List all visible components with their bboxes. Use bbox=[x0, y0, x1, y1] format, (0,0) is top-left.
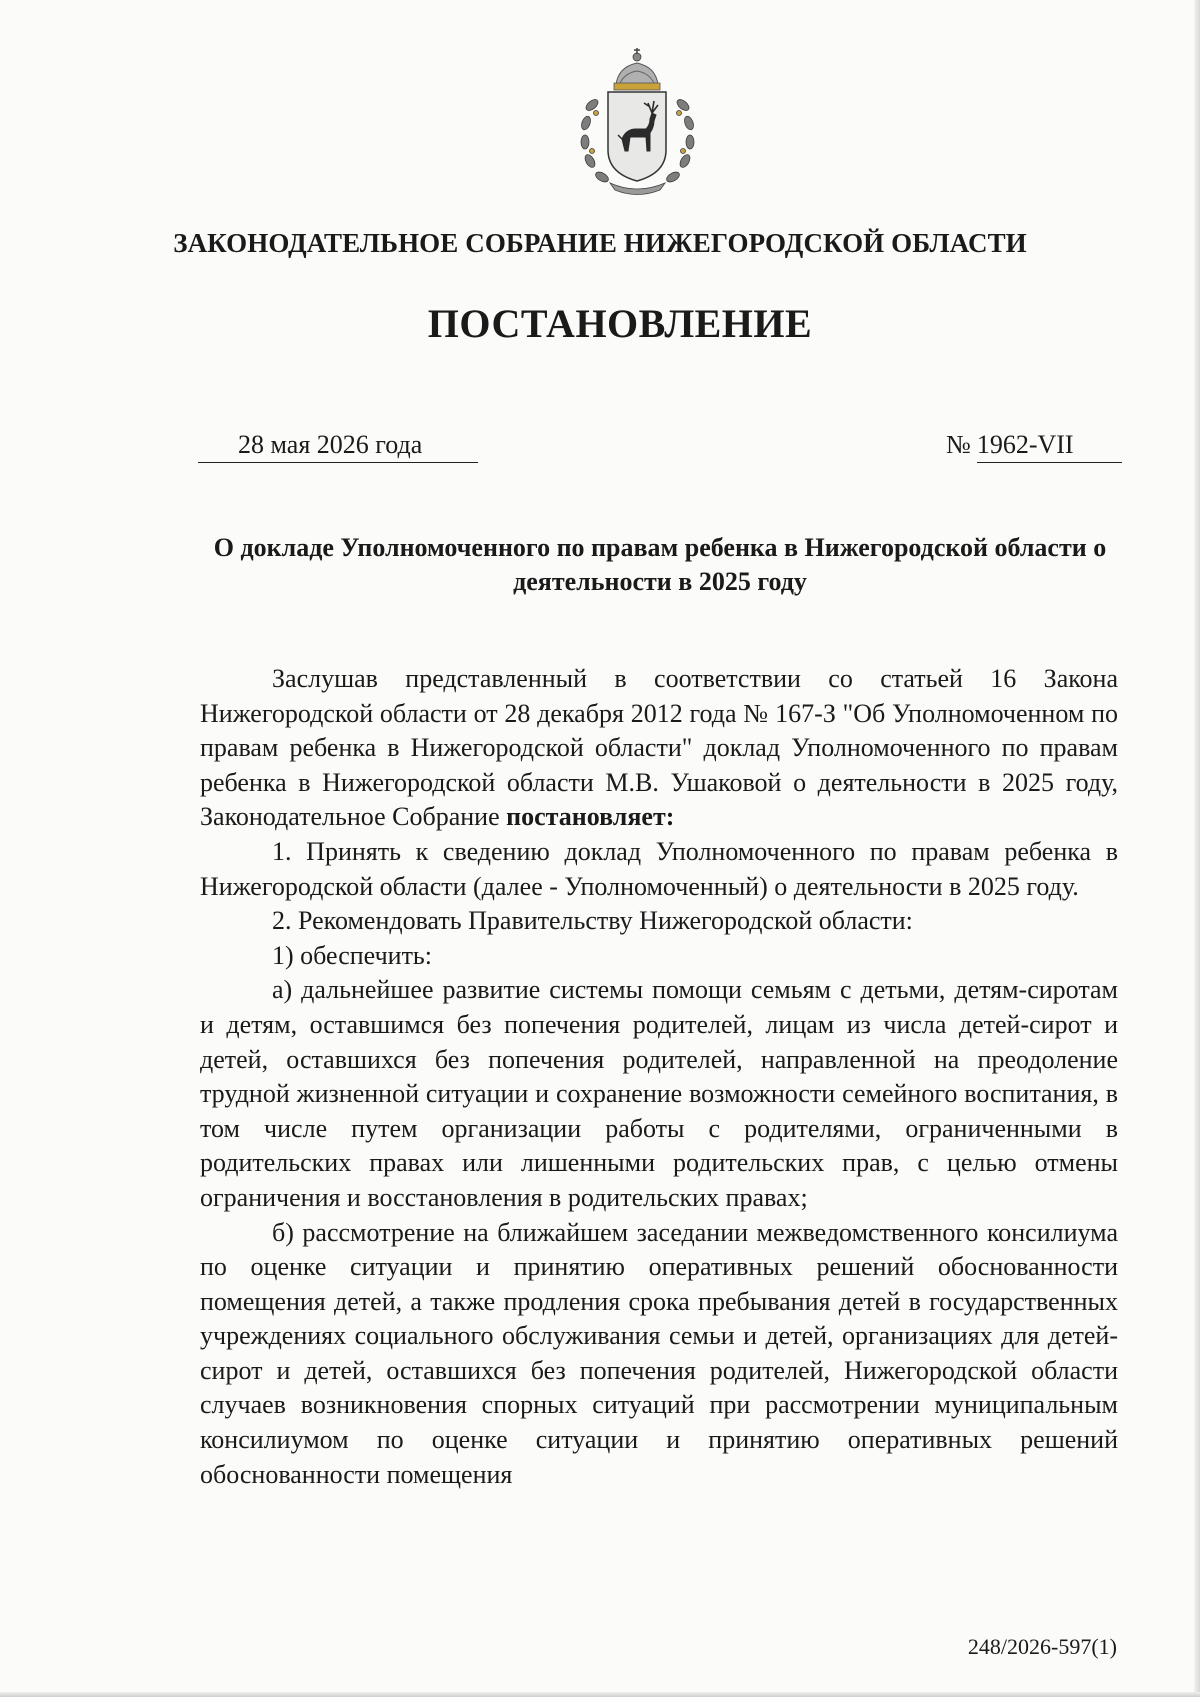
ribbon-icon bbox=[610, 183, 665, 195]
wreath-right-icon bbox=[665, 97, 695, 184]
scan-edge-bottom bbox=[0, 1692, 1200, 1697]
document-type-heading: ПОСТАНОВЛЕНИЕ bbox=[427, 301, 813, 346]
intro-paragraph bbox=[200, 662, 1118, 835]
coat-of-arms-icon bbox=[570, 45, 705, 195]
document-date: 28 мая 2026 года bbox=[198, 430, 478, 463]
number-value: 1962-VII bbox=[977, 430, 1122, 463]
subclause-b: б) рассмотрение на ближайшем заседании межведомственного консилиума по оценке ситуации и принятию оперативных решений обоснованности помещения детей, а также продления срока пребывания детей в государственных учреждениях социального обслуживания семьи и детей, организациях для детей-сирот и детей, оставшихся без попечения родителей, Нижегородской области случаев возникновения спорных ситуаций при рассмотрении муниципальным консилиумом по оценке ситуации и принятию оперативных решений обоснованности помещения bbox=[200, 1217, 1118, 1489]
footer-registration-code: 248/2026-597(1) bbox=[967, 1634, 1117, 1659]
intro-text: Заслушав представленный в соответствии со статьей 16 Закона Нижегородской области от 28 декабря 2012 года № 167-З "Об Уполномоченном по правам ребенка в Нижегородской области" доклад Уполномоченного по правам ребенка в Нижегородской области М.В. Ушаковой о деятельности в 2025 году, Законодательное Собрание bbox=[200, 664, 1118, 832]
resolves-word: постановляет: bbox=[506, 802, 675, 832]
number-sign: № bbox=[946, 430, 971, 459]
clause-1: 1. Принять к сведению доклад Уполномоченного по правам ребенка в Нижегородской области (далее - Уполномоченный) о деятельности в 2025 году. bbox=[200, 836, 1118, 901]
wreath-left-icon bbox=[580, 97, 610, 184]
organization-name: ЗАКОНОДАТЕЛЬНОЕ СОБРАНИЕ НИЖЕГОРОДСКОЙ ОБЛАСТИ bbox=[173, 228, 1027, 258]
subclause-a: а) дальнейшее развитие системы помощи семьям с детьми, детям-сиротам и детям, оставшимся без попечения родителей, лицам из числа детей-сирот и детей, оставшихся без попечения родителей, направленной на преодоление трудной жизненной ситуации и сохранение возможности семейного воспитания, в том числе путем организации работы с родителями, ограниченными в родительских правах или лишенными родительских прав, с целью отмены ограничения и восстановления в родительских правах; bbox=[200, 975, 1118, 1212]
document-title: О докладе Уполномоченного по правам ребенка в Нижегородской области о деятельности в 2025 году bbox=[213, 533, 1107, 596]
document-body bbox=[200, 662, 1118, 1492]
crown-icon bbox=[614, 48, 660, 90]
clause-2: 2. Рекомендовать Правительству Нижегородской области: bbox=[272, 906, 913, 936]
subclause-1: 1) обеспечить: bbox=[272, 940, 433, 970]
scan-edge-right bbox=[1194, 0, 1200, 1697]
document-number bbox=[946, 430, 1122, 463]
